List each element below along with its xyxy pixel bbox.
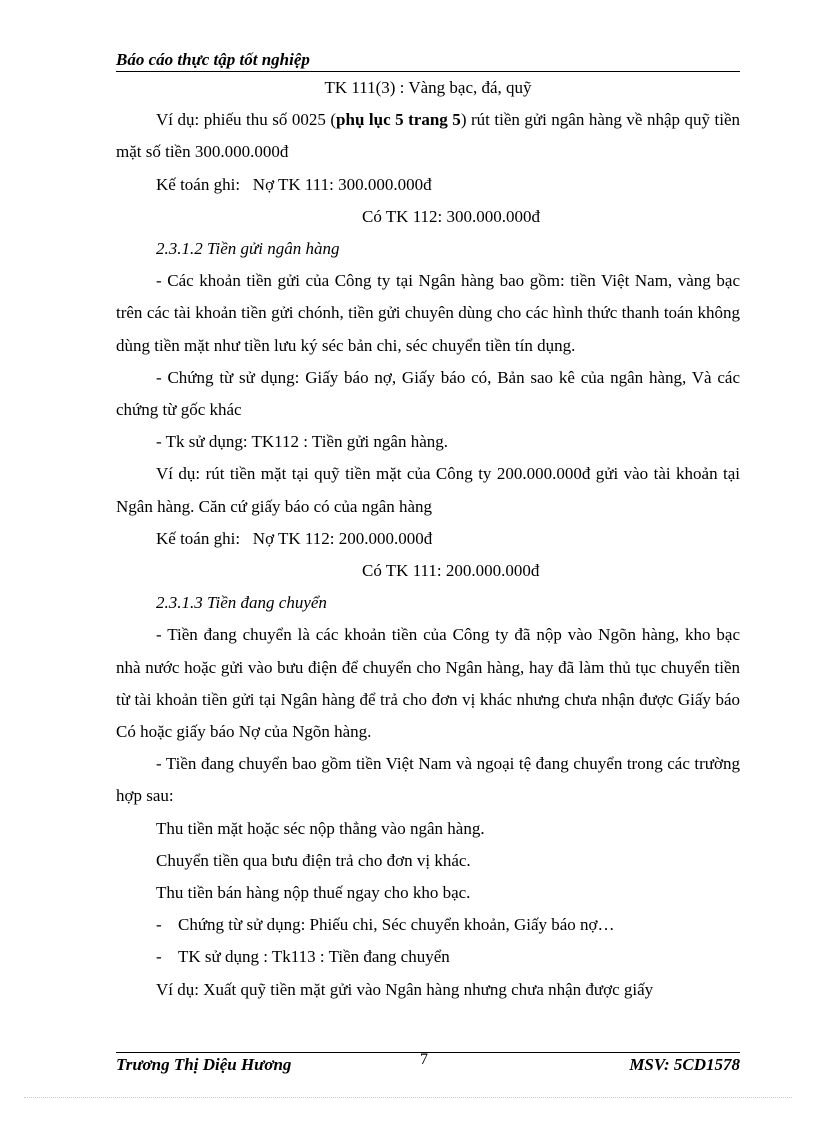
dash-bullet: -: [156, 915, 162, 935]
example-paragraph-1: [116, 104, 740, 168]
document-body: [116, 72, 740, 1006]
in-transit-cases: - Tiền đang chuyển bao gồm tiền Việt Nam và ngoại tệ đang chuyển trong các trường hợp sau:: [116, 754, 740, 806]
example-1-text-start: Ví dụ: phiếu thu số 0025 (: [156, 110, 337, 130]
entry-credit-112: Có TK 112: 300.000.000đ: [362, 206, 541, 226]
deposits-account: - Tk sử dụng: TK112 : Tiền gửi ngân hàng.: [156, 432, 449, 452]
in-transit-documents-text: Chứng từ sử dụng: Phiếu chi, Séc chuyển khoản, Giấy báo nợ…: [178, 915, 615, 935]
entry-debit-112: Kế toán ghi: Nợ TK 112: 200.000.000đ: [156, 528, 433, 548]
example-paragraph-2: Ví dụ: rút tiền mặt tại quỹ tiền mặt của Công ty 200.000.000đ gửi vào tài khoản tại Ngân hàng. Căn cứ giấy báo có của ngân hàng: [116, 464, 740, 516]
page-bottom-divider: [24, 1097, 792, 1098]
section-heading-2-3-1-3: 2.3.1.3 Tiền đang chuyển: [156, 593, 327, 613]
in-transit-documents: [116, 909, 740, 941]
deposits-description: - Các khoản tiền gửi của Công ty tại Ngân hàng bao gồm: tiền Việt Nam, vàng bạc trên các tài khoản tiền gửi chónh, tiền gửi chuyên dùng cho các hình thức thanh toán không dùng tiền mặt như tiền lưu ký séc bản chi, séc chuyển tiền tín dụng.: [116, 271, 740, 355]
entry-debit-111: Kế toán ghi: Nợ TK 111: 300.000.000đ: [156, 174, 432, 194]
in-transit-account-text: TK sử dụng : Tk113 : Tiền đang chuyển: [178, 947, 450, 967]
section-heading-2-3-1-2: 2.3.1.2 Tiền gửi ngân hàng: [156, 239, 340, 259]
footer-student-id: MSV: 5CD1578: [629, 1055, 740, 1074]
in-transit-account: [116, 941, 740, 973]
example-1-text-end: ) rút tiền gửi ngân hàng về nhập quỹ tiền mặt số tiền 300.000.000đ: [116, 110, 741, 162]
deposits-documents: - Chứng từ sử dụng: Giấy báo nợ, Giấy báo có, Bản sao kê của ngân hàng, Và các chứng từ gốc khác: [116, 367, 740, 420]
in-transit-description: - Tiền đang chuyển là các khoản tiền của Công ty đã nộp vào Ngõn hàng, kho bạc nhà nước hoặc gửi vào bưu điện để chuyển cho Ngân hàng, hay đã làm thủ tục chuyển tiền từ tài khoản tiền gửi tại Ngân hàng để trả cho đơn vị khác nhưng chưa nhận được Giấy báo Có hoặc giấy báo Nợ của Ngõn hàng.: [116, 625, 740, 742]
page-number: 7: [420, 1051, 428, 1068]
page-footer: [116, 1052, 740, 1079]
case-item-1: Thu tiền mặt hoặc séc nộp thẳng vào ngân hàng.: [156, 818, 485, 838]
case-item-3: Thu tiền bán hàng nộp thuế ngay cho kho bạc.: [156, 883, 471, 903]
page-header: [116, 49, 740, 72]
header-title: Báo cáo thực tập tốt nghiệp: [116, 50, 310, 69]
dash-bullet: -: [156, 947, 162, 967]
case-item-2: Chuyển tiền qua bưu điện trả cho đơn vị khác.: [156, 850, 471, 870]
footer-author: Trương Thị Diệu Hương: [116, 1055, 292, 1074]
entry-credit-111: Có TK 111: 200.000.000đ: [362, 561, 540, 581]
account-line-111-3: TK 111(3) : Vàng bạc, đá, quỹ: [324, 78, 532, 97]
example-paragraph-3: Ví dụ: Xuất quỹ tiền mặt gửi vào Ngân hàng nhưng chưa nhận được giấy: [156, 979, 654, 999]
appendix-reference: phụ lục 5 trang 5: [336, 110, 461, 130]
